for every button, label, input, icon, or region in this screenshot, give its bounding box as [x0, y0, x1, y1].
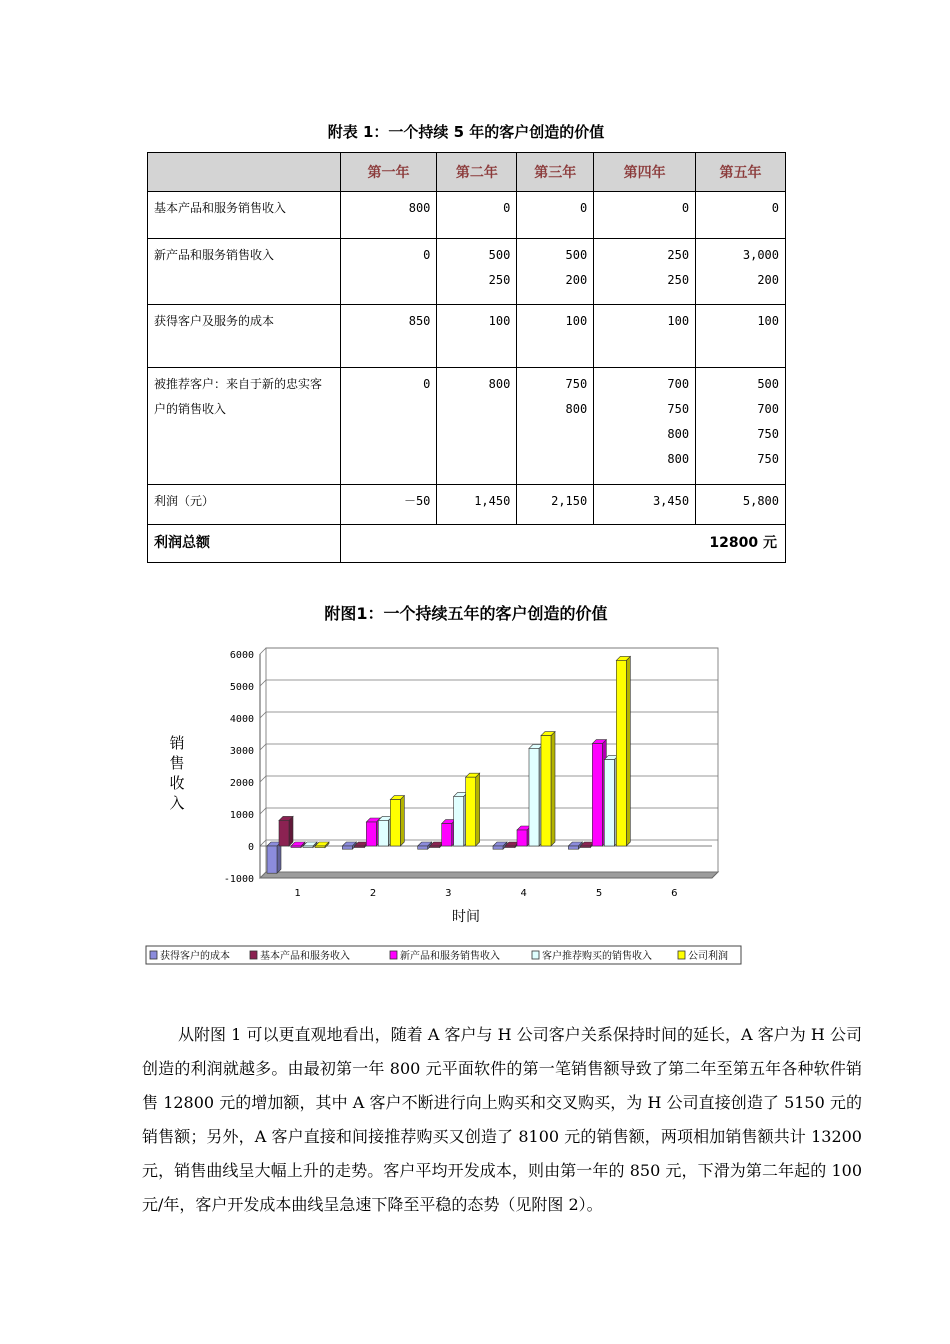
- bar: [315, 846, 325, 848]
- y-tick-label: 4000: [229, 714, 254, 725]
- x-axis-label: 时间: [452, 909, 480, 925]
- cell-value: 1,450: [474, 494, 511, 508]
- header-year-4: 第四年: [594, 153, 696, 192]
- gridline-side: [260, 776, 266, 782]
- table-cell: [517, 305, 594, 368]
- legend-swatch: [678, 951, 685, 959]
- bar: [442, 824, 452, 846]
- x-tick-label: 1: [294, 888, 301, 899]
- legend-swatch: [532, 951, 539, 959]
- bar: [366, 822, 376, 846]
- gridline-side: [260, 648, 266, 654]
- cell-value: 800: [667, 452, 690, 466]
- total-value: 12800 元: [340, 525, 785, 563]
- y-axis-label-char: 售: [169, 754, 185, 772]
- cell-value: 3,000: [742, 248, 779, 262]
- table-cell: [696, 485, 786, 525]
- cell-value: 100: [757, 314, 779, 328]
- cell-value: 850: [408, 314, 431, 328]
- table-cell: [696, 368, 786, 485]
- cell-value: 0: [681, 201, 690, 215]
- cell-value: 800: [667, 427, 690, 441]
- bar: [616, 660, 626, 846]
- cell-value: 800: [565, 402, 588, 416]
- bar: [342, 846, 352, 849]
- legend-label: 基本产品和服务收入: [260, 951, 350, 962]
- cell-value: 250: [667, 248, 690, 262]
- table-row: [148, 368, 786, 485]
- table-cell: [437, 485, 517, 525]
- legend-label: 客户推荐购买的销售收入: [542, 951, 652, 962]
- cell-value: 800: [488, 377, 511, 391]
- bar-side: [626, 656, 630, 846]
- chart-back-wall: [266, 648, 718, 872]
- bar: [418, 846, 428, 849]
- cell-value: 200: [757, 273, 779, 287]
- bar: [580, 846, 590, 848]
- cell-value: 0: [423, 248, 431, 262]
- bar: [430, 846, 440, 848]
- gridline-side: [260, 840, 266, 846]
- cell-value: 2,150: [551, 494, 588, 508]
- y-tick-label: -1000: [223, 874, 254, 885]
- gridline-side: [260, 808, 266, 814]
- total-label: 利润总额: [148, 525, 341, 563]
- cell-value: －50: [403, 494, 431, 508]
- table-row: [148, 485, 786, 525]
- x-tick-label: 2: [369, 888, 377, 899]
- table-header-row: [148, 153, 786, 192]
- table-cell: [437, 305, 517, 368]
- cell-value: 200: [565, 273, 588, 287]
- table-cell: [437, 239, 517, 305]
- bar-chart: [140, 640, 780, 970]
- bar: [493, 846, 503, 849]
- bar: [279, 820, 289, 846]
- table-cell: [340, 239, 437, 305]
- x-tick-label: 4: [520, 888, 527, 899]
- table-cell: [696, 305, 786, 368]
- legend-swatch: [250, 951, 257, 959]
- bar-side: [476, 773, 480, 846]
- cell-value: 700: [667, 377, 690, 391]
- legend-label: 公司利润: [688, 951, 728, 962]
- cell-value: 800: [408, 201, 431, 215]
- table-cell: [340, 485, 437, 525]
- legend-label: 获得客户的成本: [160, 951, 230, 962]
- cell-value: 100: [488, 314, 511, 328]
- legend-label: 新产品和服务销售收入: [400, 951, 500, 962]
- bar-side: [400, 796, 404, 846]
- cell-value: 5,800: [742, 494, 779, 508]
- y-tick-label: 6000: [229, 650, 254, 661]
- cell-value: 500: [757, 377, 779, 391]
- gridline-side: [260, 744, 266, 750]
- bar: [303, 846, 313, 848]
- cell-value: 700: [757, 402, 779, 416]
- cell-value: 750: [667, 402, 690, 416]
- table-title: 附表 1：一个持续 5 年的客户创造的价值: [327, 123, 605, 141]
- header-year-3: 第三年: [517, 153, 594, 192]
- cell-value: 3,450: [652, 494, 690, 508]
- table-cell: [594, 485, 696, 525]
- bar: [592, 744, 602, 846]
- bar: [454, 796, 464, 846]
- row-label: 基本产品和服务销售收入: [148, 192, 341, 239]
- y-axis-label-char: 收: [169, 774, 185, 792]
- table-cell: [517, 192, 594, 239]
- gridline-side: [260, 712, 266, 718]
- table-cell: [594, 368, 696, 485]
- table-row: [148, 192, 786, 239]
- total-row: [148, 525, 786, 563]
- cell-value: 0: [771, 201, 779, 215]
- y-axis-label-char: 销: [169, 734, 185, 752]
- table-cell: [517, 485, 594, 525]
- row-label: 获得客户及服务的成本: [148, 305, 341, 368]
- header-year-1: 第一年: [340, 153, 437, 192]
- table-cell: [340, 305, 437, 368]
- bar: [568, 846, 578, 849]
- cell-value: 500: [488, 248, 511, 262]
- row-label: 被推荐客户：来自于新的忠实客户的销售收入: [148, 368, 341, 485]
- cell-value: 0: [580, 201, 588, 215]
- y-tick-label: 3000: [229, 746, 254, 757]
- table-cell: [594, 192, 696, 239]
- table-cell: [340, 368, 437, 485]
- table-row: [148, 305, 786, 368]
- gridline-side: [260, 680, 266, 686]
- x-tick-label: 6: [671, 888, 678, 899]
- y-tick-label: 5000: [229, 682, 254, 693]
- chart-floor: [260, 872, 718, 878]
- table-cell: [696, 239, 786, 305]
- cell-value: 750: [565, 377, 588, 391]
- bar-side: [277, 842, 281, 873]
- bar: [505, 846, 515, 848]
- table-row: [148, 239, 786, 305]
- table-cell: [696, 192, 786, 239]
- cell-value: 250: [488, 273, 511, 287]
- x-tick-label: 3: [445, 888, 452, 899]
- table-cell: [517, 368, 594, 485]
- table-cell: [437, 368, 517, 485]
- cell-value: 100: [667, 314, 690, 328]
- value-table: [147, 152, 786, 563]
- table-cell: [437, 192, 517, 239]
- figure-title: 附图1：一个持续五年的客户创造的价值: [324, 604, 608, 623]
- row-label: 利润（元）: [148, 485, 341, 525]
- bar: [517, 830, 527, 846]
- table-cell: [517, 239, 594, 305]
- x-tick-label: 5: [595, 888, 603, 899]
- legend-swatch: [390, 951, 397, 959]
- table-cell: [340, 192, 437, 239]
- y-tick-label: 2000: [229, 778, 254, 789]
- bar: [390, 800, 400, 846]
- y-axis-label-char: 入: [169, 794, 185, 812]
- header-year-5: 第五年: [696, 153, 786, 192]
- cell-value: 0: [423, 377, 431, 391]
- header-year-2: 第二年: [437, 153, 517, 192]
- cell-value: 100: [565, 314, 588, 328]
- y-tick-label: 0: [247, 842, 254, 853]
- bar-side: [289, 816, 293, 846]
- bar: [267, 846, 277, 873]
- cell-value: 0: [503, 201, 511, 215]
- table-cell: [594, 239, 696, 305]
- cell-value: 500: [565, 248, 588, 262]
- bar: [378, 820, 388, 846]
- row-label: 新产品和服务销售收入: [148, 239, 341, 305]
- table-cell: [594, 305, 696, 368]
- bar: [466, 777, 476, 846]
- header-blank-cell: [148, 153, 341, 192]
- bar: [354, 846, 364, 848]
- cell-value: 250: [667, 273, 690, 287]
- bar: [541, 736, 551, 846]
- bar: [529, 748, 539, 846]
- bar: [604, 760, 614, 846]
- bar-side: [551, 732, 555, 846]
- cell-value: 750: [757, 427, 779, 441]
- legend-swatch: [150, 951, 157, 959]
- cell-value: 750: [757, 452, 779, 466]
- y-tick-label: 1000: [229, 810, 254, 821]
- body-paragraph: 从附图 1 可以更直观地看出，随着 A 客户与 H 公司客户关系保持时间的延长，A 客户为 H 公司创造的利润就越多。由最初第一年 800 元平面软件的第一笔销售额导致了第二年至第五年各种软件销售 12800 元的增加额，其中 A 客户不断进行向上购买和交叉购买，为 H 公司直接创造了 5150 元的销售额；另外，A 客户直接和间接推荐购买又创造了 8100 元的销售额，两项相加销售额共计 13200 元，销售曲线呈大幅上升的走势。客户平均开发成本，则由第一年的 850 元，下滑为第二年起的 100 元/年，客户开发成本曲线呈急速下降至平稳的态势（见附图 2）。: [142, 1025, 862, 1214]
- bar: [291, 846, 301, 848]
